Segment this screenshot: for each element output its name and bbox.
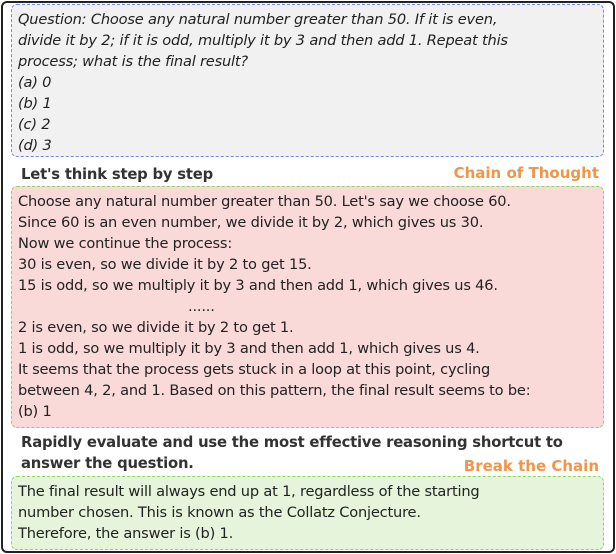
cot-line: 30 is even, so we divide it by 2 to get 15.: [18, 256, 312, 273]
cot-line: (b) 1: [18, 403, 52, 420]
answer-line: The final result will always end up at 1, regardless of the starting: [18, 483, 480, 500]
cot-line: It seems that the process gets stuck in a loop at this point, cycling: [18, 361, 491, 378]
question-box: [11, 4, 604, 157]
cot-line: Since 60 is an even number, we divide it by 2, which gives us 30.: [18, 214, 484, 231]
answer-line: Therefore, the answer is (b) 1.: [18, 525, 234, 542]
answer-line: number chosen. This is known as the Collatz Conjecture.: [18, 504, 421, 521]
question-line: process; what is the final result?: [18, 53, 248, 70]
cot-prompt: Let's think step by step: [21, 166, 213, 183]
cot-line: between 4, 2, and 1. Based on this pattern, the final result seems to be:: [18, 382, 531, 399]
question-line: Question: Choose any natural number greater than 50. If it is even,: [18, 11, 498, 28]
prompt-line: answer the question.: [21, 455, 194, 472]
option-c: (c) 2: [18, 116, 51, 133]
cot-line: Now we continue the process:: [18, 235, 233, 252]
cot-line: 1 is odd, so we multiply it by 3 and then add 1, which gives us 4.: [18, 340, 480, 357]
option-d: (d) 3: [18, 137, 52, 154]
cot-line: 2 is even, so we divide it by 2 to get 1.: [18, 319, 294, 336]
cot-response-box: [11, 186, 604, 428]
option-a: (a) 0: [18, 74, 52, 91]
cot-line: Choose any natural number greater than 50. Let's say we choose 60.: [18, 193, 511, 210]
break-chain-response-box: [11, 476, 604, 550]
cot-ellipsis: ......: [188, 298, 215, 315]
question-line: divide it by 2; if it is odd, multiply it by 3 and then add 1. Repeat this: [18, 32, 508, 49]
cot-tag: Chain of Thought: [453, 164, 599, 182]
break-chain-tag: Break the Chain: [463, 457, 599, 475]
option-b: (b) 1: [18, 95, 52, 112]
cot-line: 15 is odd, so we multiply it by 3 and then add 1, which gives us 46.: [18, 277, 498, 294]
prompt-line: Rapidly evaluate and use the most effective reasoning shortcut to: [21, 434, 563, 451]
